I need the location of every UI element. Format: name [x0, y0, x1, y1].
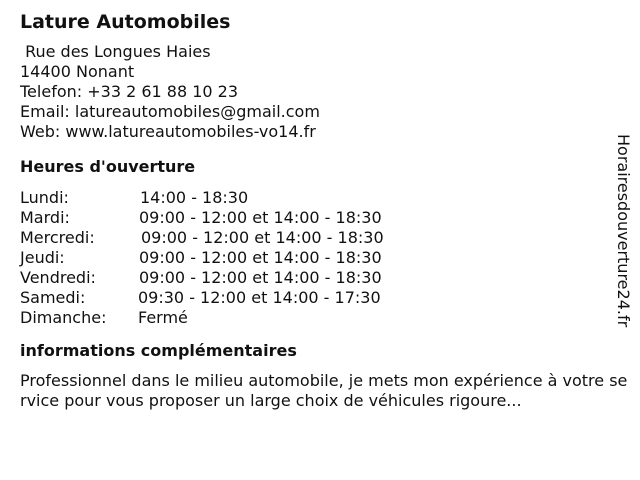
day-label: Mercredi:: [20, 228, 95, 247]
day-hours: 09:00 - 12:00 et 14:00 - 18:30: [139, 208, 382, 227]
day-label: Lundi:: [20, 188, 69, 207]
day-hours: 14:00 - 18:30: [140, 188, 249, 207]
business-name: Lature Automobiles: [20, 11, 231, 33]
email-address: Email: latureautomobiles@gmail.com: [20, 102, 320, 121]
day-hours: 09:30 - 12:00 et 14:00 - 17:30: [138, 288, 381, 307]
info-heading: informations complémentaires: [20, 341, 297, 360]
day-label: Jeudi:: [20, 248, 65, 267]
hours-table: [20, 188, 610, 328]
hours-row-vendredi: [20, 268, 610, 288]
day-label: Mardi:: [20, 208, 70, 227]
website-url: Web: www.latureautomobiles-vo14.fr: [20, 122, 316, 141]
hours-heading: Heures d'ouverture: [20, 157, 196, 176]
watermark-text: Horairesdouverture24.fr: [614, 134, 633, 328]
hours-row-samedi: [20, 288, 610, 308]
phone-number: Telefon: +33 2 61 88 10 23: [20, 82, 239, 101]
day-label: Samedi:: [20, 288, 86, 307]
day-hours: 09:00 - 12:00 et 14:00 - 18:30: [141, 228, 384, 247]
hours-row-jeudi: [20, 248, 610, 268]
day-label: Vendredi:: [20, 268, 96, 287]
address-street: Rue des Longues Haies: [20, 42, 211, 61]
hours-row-mercredi: [20, 228, 610, 248]
day-hours: Fermé: [138, 308, 188, 327]
address-city: 14400 Nonant: [20, 62, 135, 81]
watermark-vertical: [613, 134, 633, 344]
hours-row-dimanche: [20, 308, 610, 328]
info-description: Professionnel dans le milieu automobile, je mets mon expérience à votre service pour vous proposer un large choix de véhicules rigoure...: [20, 371, 628, 410]
day-hours: 09:00 - 12:00 et 14:00 - 18:30: [139, 248, 382, 267]
hours-row-lundi: [20, 188, 610, 208]
day-hours: 09:00 - 12:00 et 14:00 - 18:30: [139, 268, 382, 287]
hours-row-mardi: [20, 208, 610, 228]
day-label: Dimanche:: [20, 308, 107, 327]
